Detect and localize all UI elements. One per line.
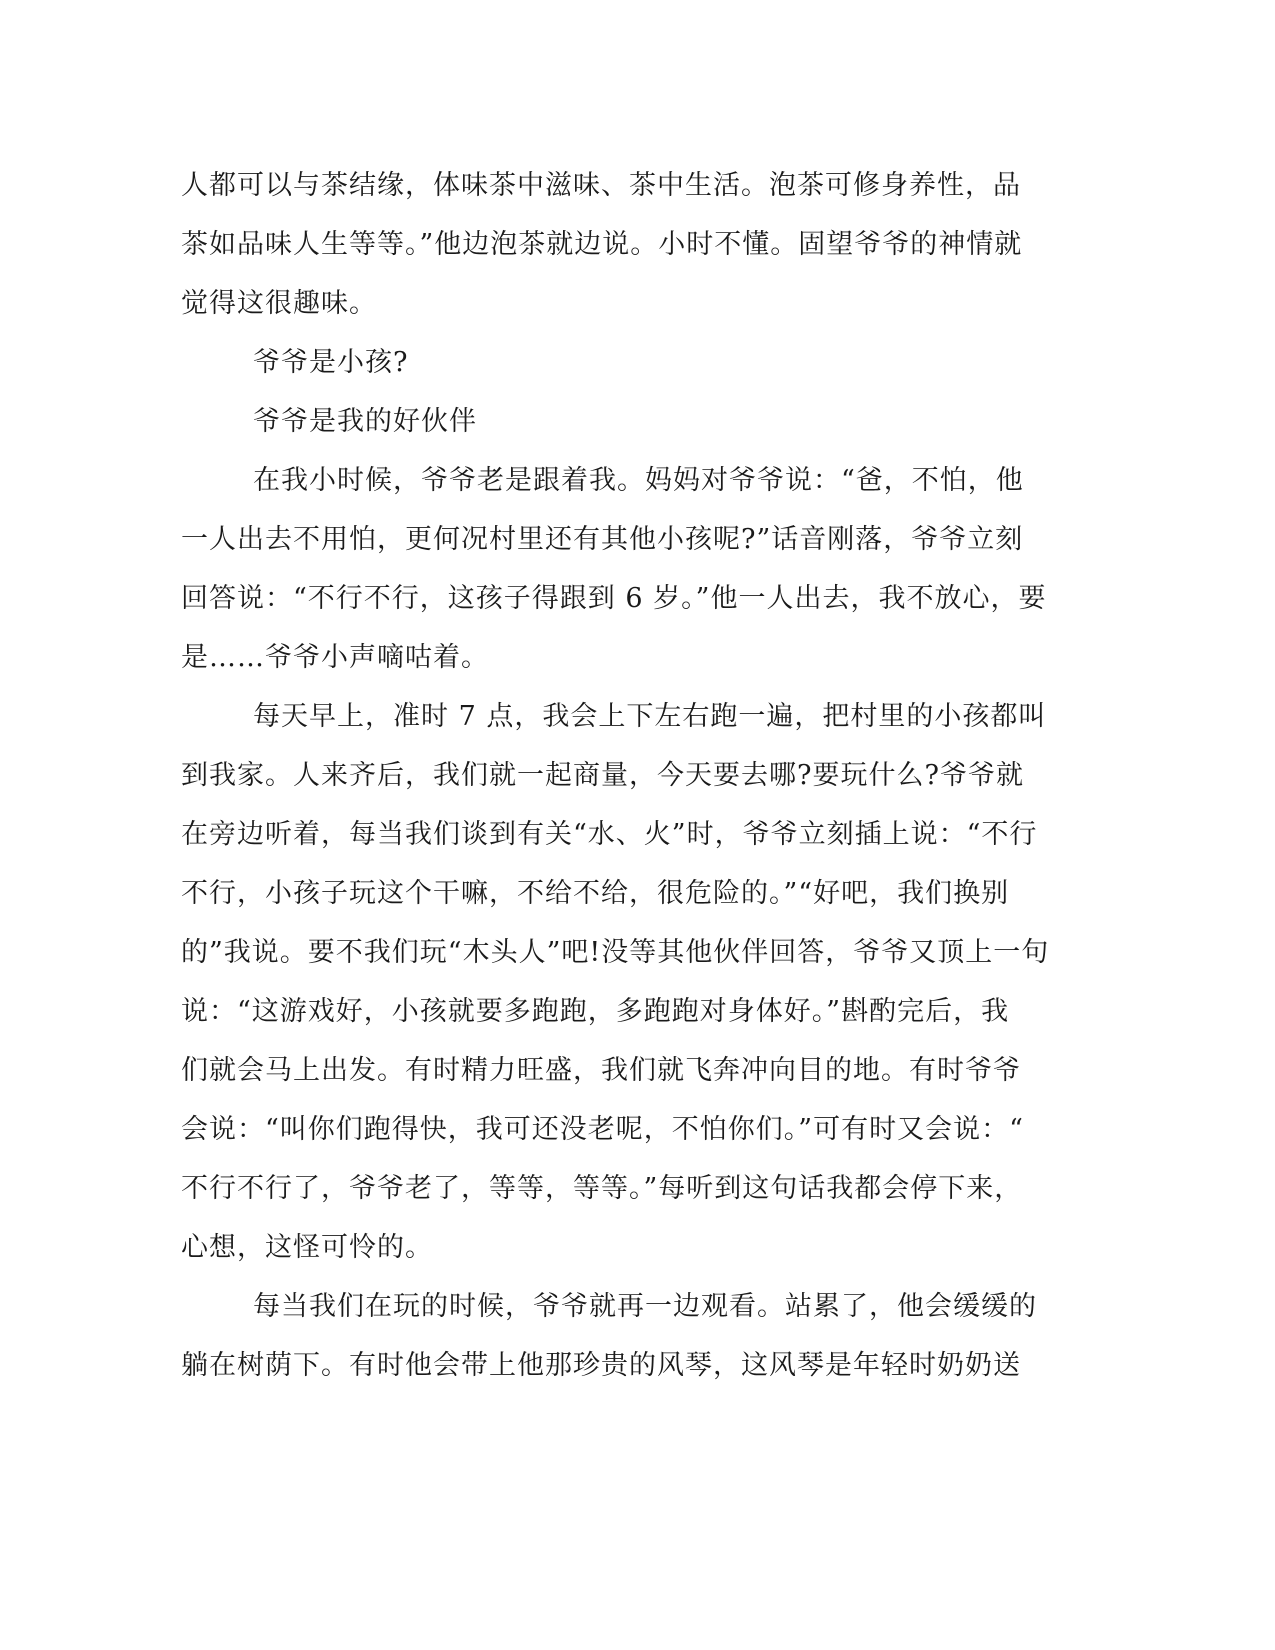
text-line: 回答说：“不行不行，这孩子得跟到 6 岁。”他一人出去，我不放心，要 — [181, 583, 1047, 614]
text-line: 觉得这很趣味。 — [181, 288, 377, 319]
section-heading: 爷爷是小孩? — [253, 347, 409, 378]
paragraph-start: 每天早上，准时 7 点，我会上下左右跑一遍，把村里的小孩都叫 — [253, 701, 1047, 732]
text-line: 不行，小孩子玩这个干嘛，不给不给，很危险的。”“好吧，我们换别 — [181, 878, 1010, 909]
text-line: 的”我说。要不我们玩“木头人”吧!没等其他伙伴回答，爷爷又顶上一句 — [181, 937, 1050, 968]
text-line: 躺在树荫下。有时他会带上他那珍贵的风琴，这风琴是年轻时奶奶送 — [181, 1350, 1021, 1381]
text-line: 一人出去不用怕，更何况村里还有其他小孩呢?”话音刚落，爷爷立刻 — [181, 524, 1024, 555]
text-line: 在旁边听着，每当我们谈到有关“水、火”时，爷爷立刻插上说：“不行 — [181, 819, 1038, 850]
document-body — [181, 156, 1050, 1395]
text-line: 是……爷爷小声嘀咕着。 — [181, 642, 489, 673]
paragraph-start: 在我小时候，爷爷老是跟着我。妈妈对爷爷说：“爸，不怕，他 — [253, 465, 1024, 496]
section-heading: 爷爷是我的好伙伴 — [253, 406, 477, 437]
text-line: 不行不行了，爷爷老了，等等，等等。”每听到这句话我都会停下来， — [181, 1173, 1023, 1204]
paragraph-start: 每当我们在玩的时候，爷爷就再一边观看。站累了，他会缓缓的 — [253, 1291, 1037, 1322]
text-line: 茶如品味人生等等。”他边泡茶就边说。小时不懂。固望爷爷的神情就 — [181, 229, 1023, 260]
text-line: 人都可以与茶结缘，体味茶中滋味、茶中生活。泡茶可修身养性，品 — [181, 170, 1021, 201]
text-line: 心想，这怪可怜的。 — [181, 1232, 433, 1263]
text-line: 到我家。人来齐后，我们就一起商量，今天要去哪?要玩什么?爷爷就 — [181, 760, 1024, 791]
text-line: 会说：“叫你们跑得快，我可还没老呢，不怕你们。”可有时又会说：“ — [181, 1114, 1024, 1145]
text-line: 说：“这游戏好，小孩就要多跑跑，多跑跑对身体好。”斟酌完后，我 — [181, 996, 1010, 1027]
text-line: 们就会马上出发。有时精力旺盛，我们就飞奔冲向目的地。有时爷爷 — [181, 1055, 1021, 1086]
